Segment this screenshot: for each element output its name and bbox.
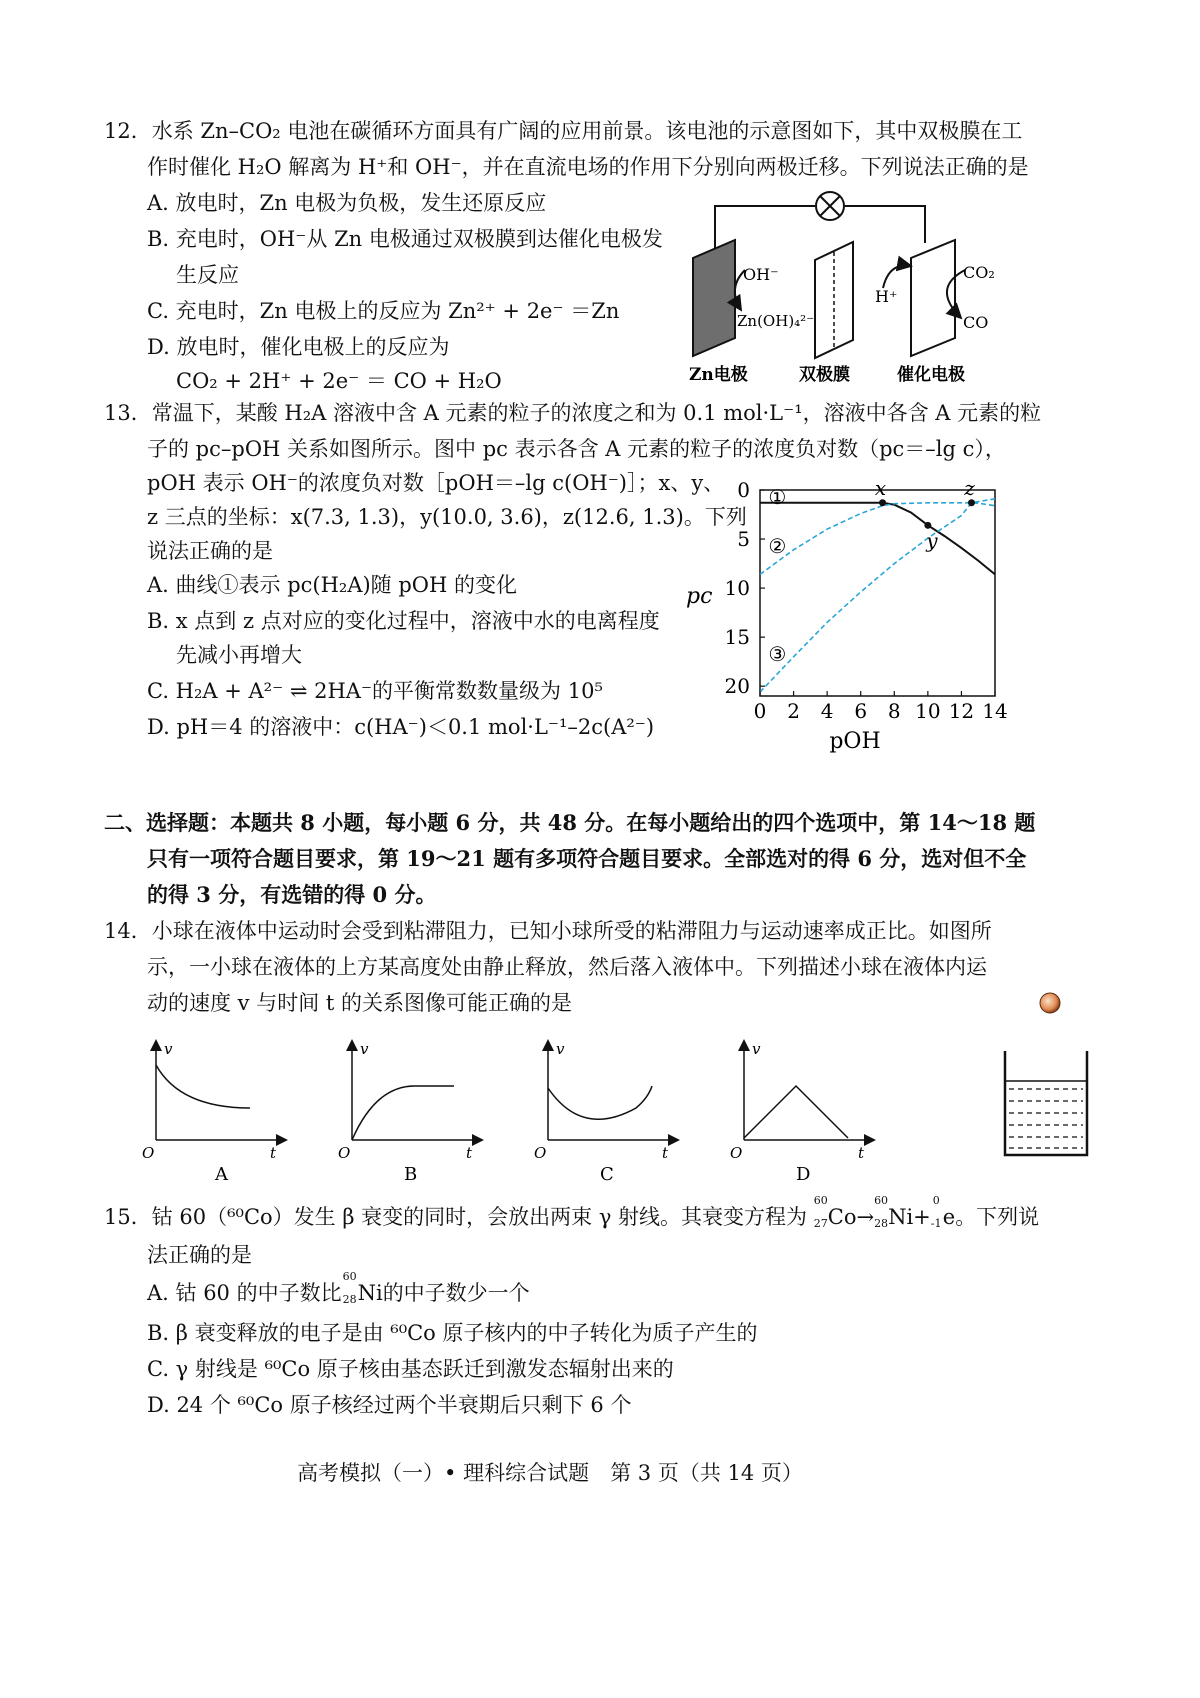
q12-option-b-cont: 生反应 — [176, 263, 239, 287]
section2-line2: 只有一项符合题目要求，第 19～21 题有多项符合题目要求。全部选对的得 6 分，选对但不全 — [147, 846, 1027, 871]
chart-y-label: pc — [686, 584, 713, 609]
svg-text:v: v — [556, 1040, 565, 1058]
q15-option-c: C. γ 射线是 ⁶⁰Co 原子核由基态跃迁到激发态辐射出来的 — [147, 1357, 674, 1381]
q13-stem-line1: 13．常温下，某酸 H₂A 溶液中含 A 元素的粒子的浓度之和为 0.1 mol·L⁻¹，溶液中各含 A 元素的粒 — [104, 401, 1042, 425]
curve-c — [548, 1086, 652, 1119]
series-line-3 — [760, 499, 995, 692]
co-nuclide: 60 27 — [813, 1193, 828, 1230]
q12-option-c: C. 充电时，Zn 电极上的反应为 Zn²⁺ + 2e⁻ ＝Zn — [147, 299, 620, 323]
page-footer: 高考模拟（一）• 理科综合试题 第 3 页（共 14 页） — [297, 1461, 803, 1485]
svg-text:t: t — [858, 1144, 865, 1162]
q15-stem-text: 15．钴 60（⁶⁰Co）发生 β 衰变的同时，会放出两束 γ 射线。其衰变方程为 — [104, 1205, 808, 1229]
pc-poh-chart — [680, 478, 1020, 753]
graph-b — [338, 1040, 481, 1185]
series-line-2 — [760, 503, 995, 575]
q12-stem-line1: 12．水系 Zn–CO₂ 电池在碳循环方面具有广阔的应用前景。该电池的示意图如下，其中双极膜在工 — [104, 119, 1023, 143]
znoh-label: Zn(OH)₄²⁻ — [737, 312, 815, 330]
graph-a — [142, 1040, 285, 1185]
svg-text:O: O — [730, 1144, 743, 1162]
curve-label-2: ② — [768, 534, 787, 559]
y-tick-label: 0 — [737, 478, 750, 502]
chart-x-label: pOH — [829, 729, 881, 753]
section2-line1: 二、选择题：本题共 8 小题，每小题 6 分，共 48 分。在每小题给出的四个选项中，第 14～18 题 — [104, 810, 1036, 835]
q13-option-a: A. 曲线①表示 pc(H₂A)随 pOH 的变化 — [147, 573, 518, 597]
point-z — [968, 499, 975, 506]
svg-text:t: t — [270, 1144, 277, 1162]
ball-icon — [1040, 993, 1060, 1013]
lamp-icon — [816, 192, 844, 220]
point-label-y: y — [926, 528, 938, 553]
graph-b-label: B — [404, 1164, 418, 1185]
q12-option-a: A. 放电时，Zn 电极为负极，发生还原反应 — [147, 191, 547, 215]
ni-nuclide: 60 28 — [874, 1193, 889, 1230]
zn-electrode — [693, 240, 735, 356]
svg-text:v: v — [360, 1040, 369, 1058]
q13-stem-line5: 说法正确的是 — [147, 539, 273, 563]
curve-label-1: ① — [768, 485, 787, 509]
ball-beaker-figure — [995, 985, 1105, 1185]
chart-frame — [760, 490, 995, 696]
graph-d-label: D — [796, 1164, 811, 1185]
q13-option-d: D. pH＝4 的溶液中：c(HA⁻)＜0.1 mol·L⁻¹–2c(A²⁻) — [147, 715, 655, 739]
x-tick-label: 14 — [982, 699, 1008, 723]
liquid-icon — [1009, 1089, 1083, 1148]
svg-text:O: O — [338, 1144, 351, 1162]
q13-option-b-cont: 先减小再增大 — [176, 643, 302, 667]
curve-label-3: ③ — [768, 641, 787, 666]
q15-option-a: A. 钴 60 的中子数比 60 28 Ni的中子数少一个 — [147, 1269, 530, 1306]
svg-text:O: O — [534, 1144, 547, 1162]
q13-option-c: C. H₂A + A²⁻ ⇌ 2HA⁻的平衡常数数量级为 10⁵ — [147, 679, 603, 703]
beaker — [1005, 1051, 1087, 1155]
q15-option-b: B. β 衰变释放的电子是由 ⁶⁰Co 原子核内的中子转化为质子产生的 — [147, 1321, 758, 1345]
q12-option-d: D. 放电时，催化电极上的反应为 — [147, 335, 450, 359]
q13-option-b: B. x 点到 z 点对应的变化过程中，溶液中水的电离程度 — [147, 609, 660, 633]
point-label-x: x — [874, 478, 887, 500]
y-tick-label: 20 — [724, 674, 750, 699]
q15-option-d: D. 24 个 ⁶⁰Co 原子核经过两个半衰期后只剩下 6 个 — [147, 1393, 632, 1417]
vt-graphs — [140, 1030, 900, 1190]
q12-option-d-equation: CO₂ + 2H⁺ + 2e⁻ ＝ CO + H₂O — [176, 369, 502, 393]
co-label: CO — [963, 313, 989, 332]
graph-c — [534, 1040, 677, 1185]
graph-d — [730, 1040, 873, 1185]
y-tick-label: 10 — [724, 576, 750, 601]
graph-c-label: C — [600, 1164, 614, 1185]
curve-b — [352, 1086, 454, 1140]
h-label: H⁺ — [875, 287, 898, 306]
svg-text:v: v — [752, 1040, 761, 1058]
q15-stem-line2: 法正确的是 — [147, 1243, 252, 1267]
graph-a-label: A — [215, 1164, 228, 1185]
oh-label: OH⁻ — [743, 265, 779, 284]
membrane-label: 双极膜 — [799, 365, 850, 385]
q14-stem-line2: 示，一小球在液体的上方某高度处由静止释放，然后落入液体中。下列描述小球在液体内运 — [147, 955, 987, 979]
q13-stem-line3: pOH 表示 OH⁻的浓度负对数［pOH＝–lg c(OH⁻)］；x、y、 — [147, 471, 725, 495]
curve-d — [744, 1086, 848, 1138]
co2-label: CO₂ — [963, 263, 995, 282]
svg-text:t: t — [466, 1144, 473, 1162]
h-arrow — [883, 265, 911, 288]
point-label-z: z — [964, 478, 975, 500]
cat-electrode-label: 催化电极 — [897, 365, 965, 385]
electron-nuclide: 0 -1 — [930, 1193, 942, 1230]
point-x — [879, 499, 886, 506]
y-tick-label: 15 — [724, 625, 750, 650]
q14-stem-line1: 14．小球在液体中运动时会受到粘滞阻力，已知小球所受的粘滞阻力与运动速率成正比。如图所 — [104, 919, 992, 943]
section2-line3: 的得 3 分，有选错的得 0 分。 — [147, 882, 437, 907]
x-tick-label: 8 — [887, 699, 901, 723]
x-tick-label: 6 — [854, 699, 868, 723]
q14-stem-line3: 动的速度 v 与时间 t 的关系图像可能正确的是 — [147, 991, 573, 1015]
svg-text:t: t — [662, 1144, 669, 1162]
svg-text:v: v — [164, 1040, 173, 1058]
q13-stem-line2: 子的 pc–pOH 关系如图所示。图中 pc 表示各含 A 元素的粒子的浓度负对数（pc＝–lg c）， — [147, 437, 1006, 461]
x-tick-label: 0 — [753, 699, 767, 723]
zn-electrode-label: Zn电极 — [689, 365, 748, 385]
x-tick-label: 4 — [820, 699, 834, 723]
wire-right — [845, 206, 925, 243]
x-tick-label: 2 — [787, 699, 800, 723]
x-tick-label: 12 — [948, 699, 975, 723]
svg-text:O: O — [142, 1144, 155, 1162]
q13-stem-line4: z 三点的坐标：x(7.3, 1.3)，y(10.0, 3.6)，z(12.6, 1.3)。下列 — [147, 505, 747, 529]
battery-diagram — [685, 188, 1015, 388]
y-tick-label: 5 — [737, 527, 750, 552]
series-line-1 — [760, 503, 995, 575]
q15-stem-line1: 15．钴 60（⁶⁰Co）发生 β 衰变的同时，会放出两束 γ 射线。其衰变方程为 60 27 Co→ 60 28 Ni+ 0 -1 e。下列说 — [104, 1193, 1040, 1230]
q12-option-b: B. 充电时，OH⁻从 Zn 电极通过双极膜到达催化电极发 — [147, 227, 663, 251]
x-tick-label: 10 — [915, 699, 941, 723]
q12-stem-line2: 作时催化 H₂O 解离为 H⁺和 OH⁻，并在直流电场的作用下分别向两极迁移。下列说法正确的是 — [147, 155, 1029, 179]
curve-a — [156, 1065, 250, 1108]
